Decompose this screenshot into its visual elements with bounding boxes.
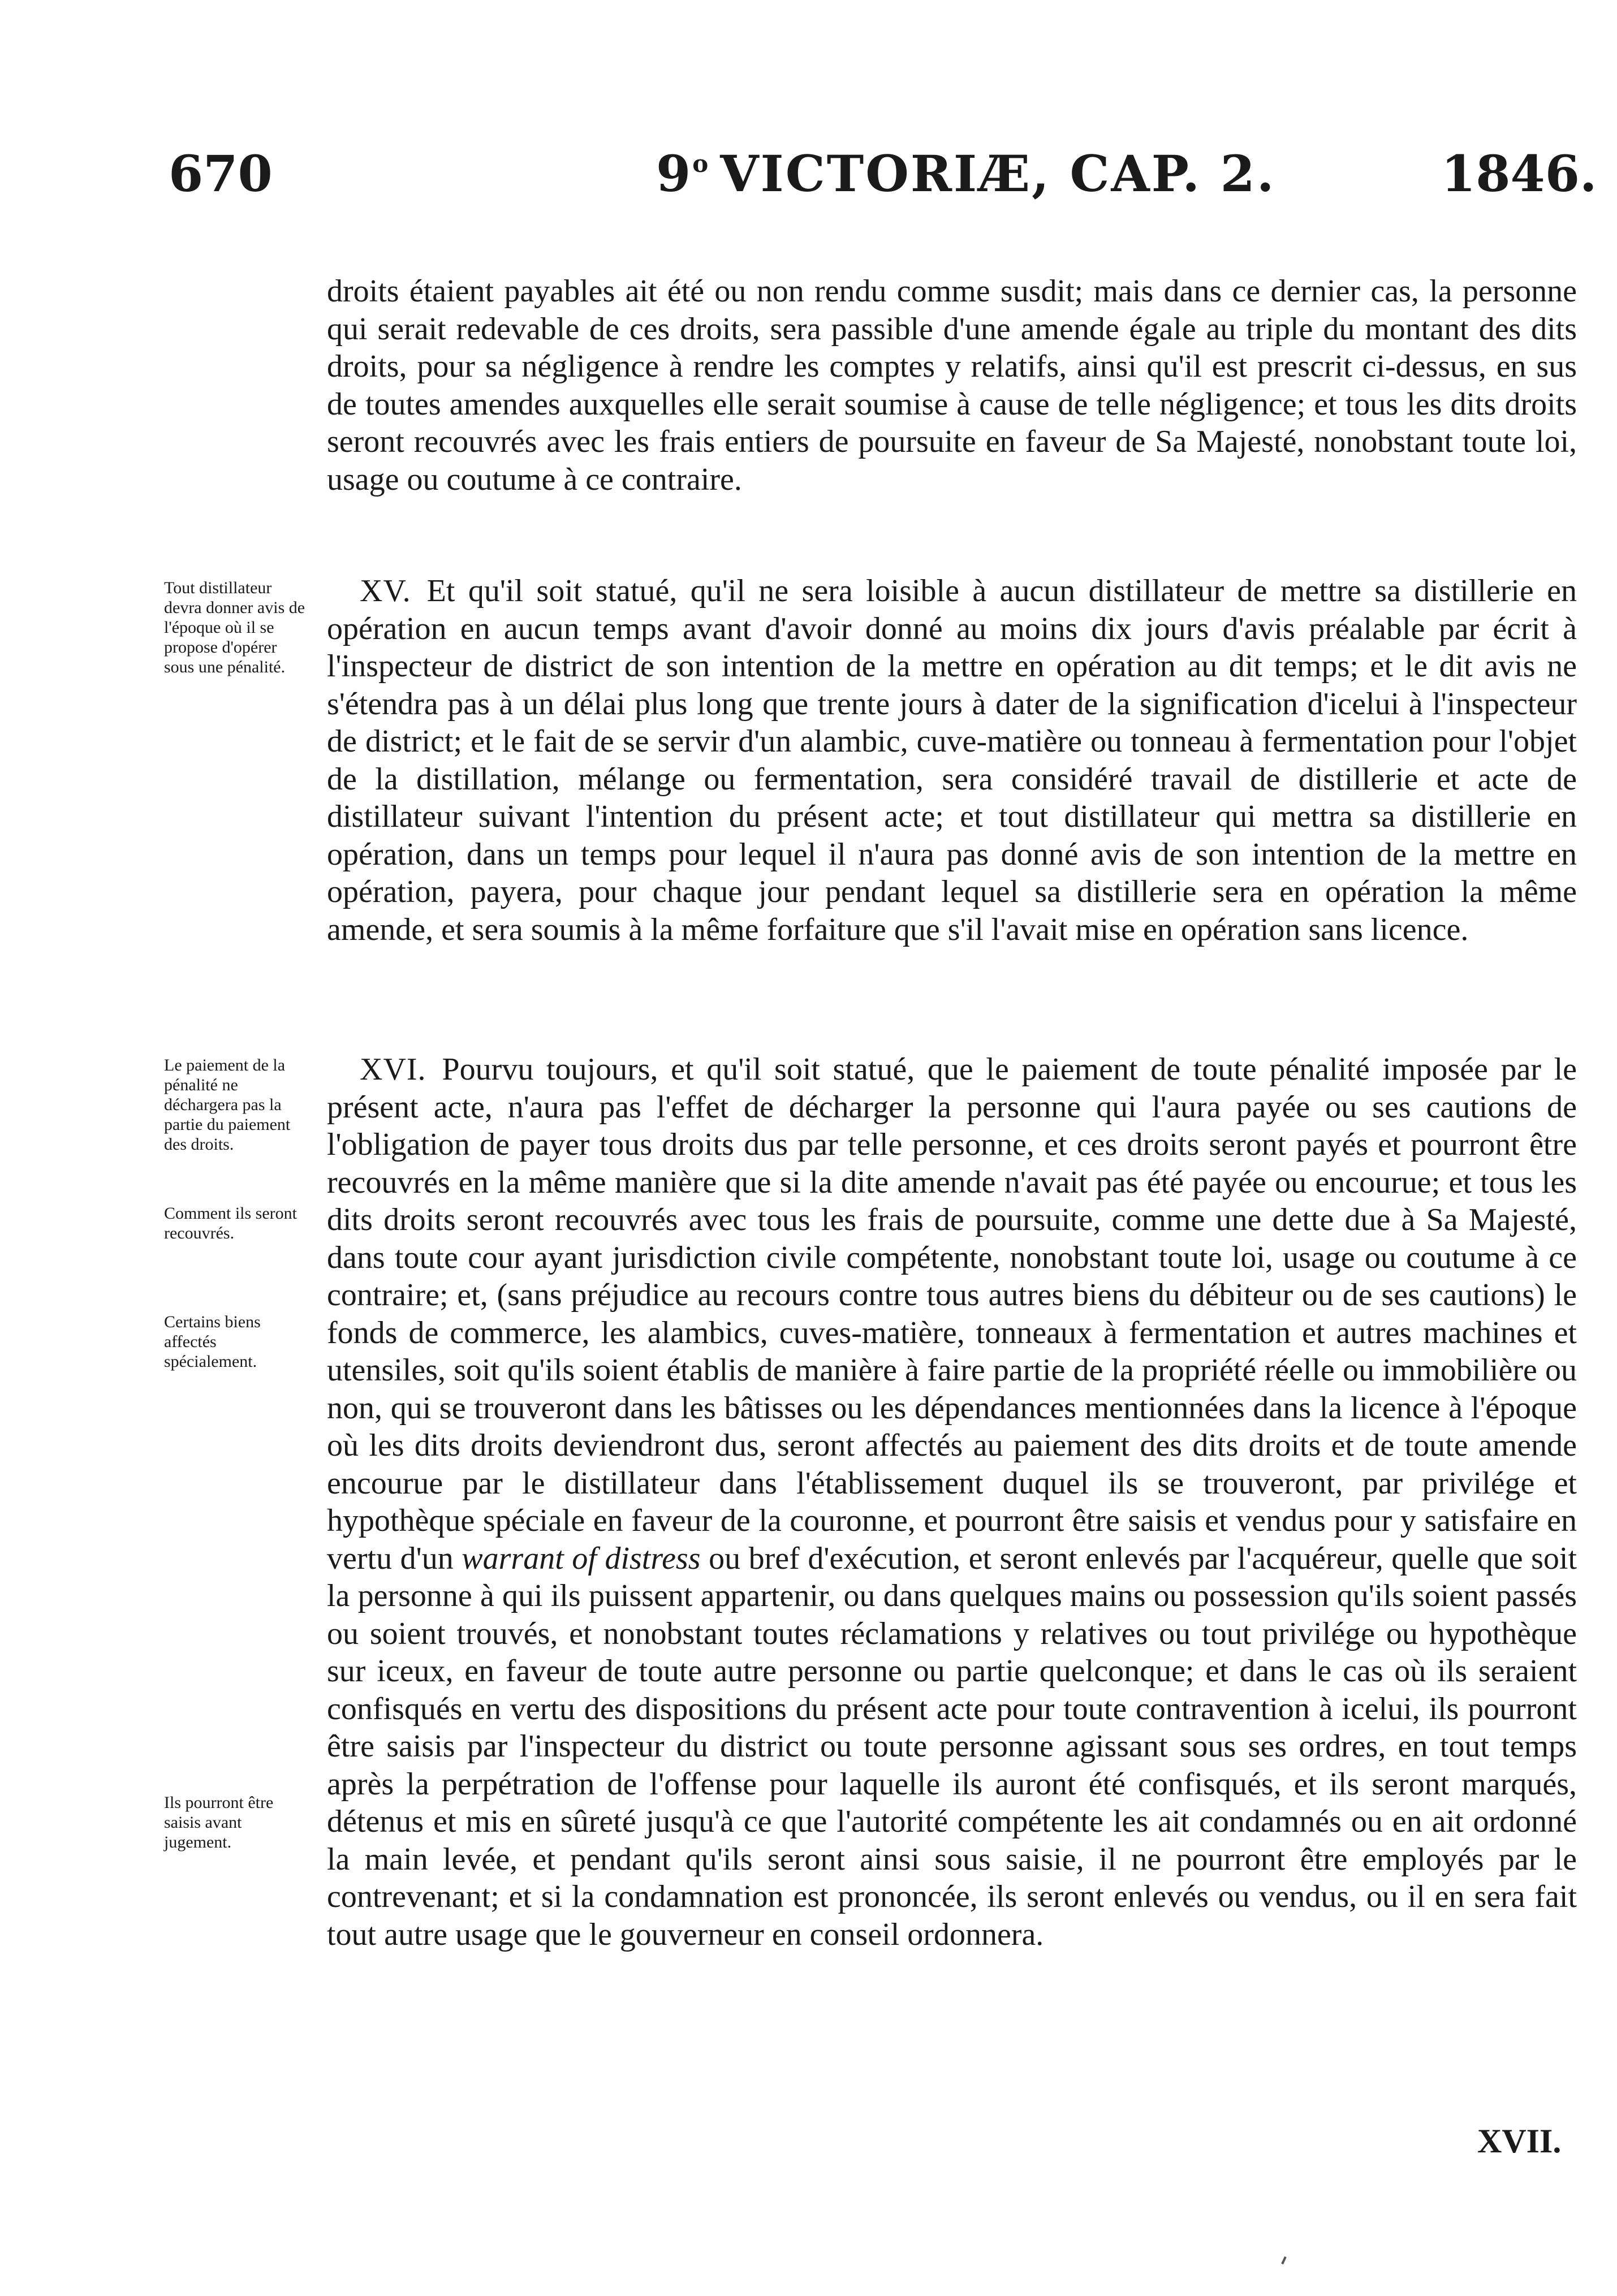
year: 1846. [1441,144,1597,203]
catchword: XVII. [1477,2122,1562,2160]
regnal-suffix: o [692,150,710,178]
marginal-note: Certains biens affectés spécialement. [164,1313,261,1371]
continuation-paragraph [327,273,1577,498]
section-xv [327,572,1577,948]
regnal-number: 9 [656,144,693,203]
section-xvi-paragraph [327,1051,1577,1953]
marginal-note: Le paiement de la pénalité ne déchargera pas la partie du paiement des droits. [164,1056,291,1154]
section-xvi [327,1051,1577,1953]
marginal-note: Ils pourront être saisis avant jugement. [164,1793,274,1852]
section-text: Et qu'il soit statué, qu'il ne sera loisible à aucun distillateur de mettre sa distillerie en opération en aucun temps avant d'avoir donné au moins dix jours d'avis préalable par écrit à l'inspecteur de district de son intention de la mettre en opération au dit temps; et le dit avis ne s'étendra pas à un délai plus long que trente jours à dater de la signification d'icelui à l'inspecteur de district; et le fait de se servir d'un alambic, cuve-matière ou tonneau à fermentation pour l'objet de la distillation, mélange ou fermentation, sera considéré travail de distillerie et acte de distillateur suivant l'intention du présent acte; et tout distillateur qui mettra sa distillerie en opération, dans un temps pour lequel il n'aura pas donné avis de son intention de la mettre en opération, payera, pour chaque jour pendant lequel sa distillerie sera en opération la même amende, et sera soumis à la même forfaiture que s'il l'avait mise en opération sans licence. [327,573,1577,947]
latin-phrase: warrant of distress [462,1540,701,1576]
section-number: XVI. [360,1052,426,1087]
ink-speck [1281,2256,1287,2264]
marginal-note: Comment ils seront recouvrés. [164,1204,297,1242]
continuation-text: droits étaient payables ait été ou non rendu comme susdit; mais dans ce dernier cas, la personne qui serait redevable de ces droits, sera passible d'une amende égale au triple du montant des dits droits, pour sa négligence à rendre les comptes y relatifs, ainsi qu'il est prescrit ci-dessus, en sus de toutes amendes auxquelles elle serait soumise à cause de telle négligence; et tous les dits droits seront recouvrés avec les frais entiers de poursuite en faveur de Sa Majesté, nonobstant toute loi, usage ou coutume à ce contraire. [327,274,1577,497]
section-number: XV. [360,573,411,608]
marginal-note: Tout distillateur devra donner avis de l'époque où il se propose d'opérer sous une pénalité. [164,579,305,676]
page-number: 670 [169,144,273,203]
running-head [0,144,1617,229]
title-text: VICTORIÆ, CAP. 2. [720,144,1276,203]
section-text: et dans le cas où ils seraient confisqués en vertu des dispositions du présent acte pour toute contravention à icelui, ils pourront être saisis par l'inspecteur du district ou toute personne agissant sous ses ordres, en tout temps après la perpétration de l'offense pour laquelle ils auront été confisqués, et ils seront marqués, détenus et mis en sûreté jusqu'à ce que l'autorité compétente les ait condamnés ou en ait ordonné la main levée, et pendant qu'ils seront ainsi sous saisie, il ne pourront être employés par le contrevenant; et si la condamnation est prononcée, ils seront enlevés ou vendus, ou il en sera fait tout autre usage que le gouverneur en conseil ordonnera. [327,1654,1577,1952]
section-xv-paragraph [327,572,1577,948]
chapter-title [656,144,1276,203]
section-text: ou bref d'exécution, et seront enlevés par l'acquéreur, quelle que soit la personne à qui ils puissent appartenir, ou dans quelques mains ou possession qu'ils soient passés ou soient trouvés, et nonobstant toutes réclamations y relatives ou tout privilége ou hypothèque sur iceux, en faveur de toute autre personne ou partie quelconque; [327,1540,1577,1689]
section-text: Pourvu toujours, et qu'il soit statué, que le paiement de toute pénalité imposée par le présent acte, n'aura pas l'effet de décharger la personne qui l'aura payée ou ses cautions de l'obligation de payer tous droits dus par telle personne, et ces droits seront payés et pourront être recouvrés en la même manière que si la dite amende n'avait pas été payée ou encourue; et tous les dits droits seront recouvrés avec tous les frais de poursuite, comme une dette due à Sa Majesté, dans toute cour ayant jurisdiction civile compétente, nonobstant toute loi, usage ou coutume à ce contraire; et, (sans préjudice au recours contre tous autres biens du débiteur ou de ses cautions) le fonds de commerce, les alambics, cuves-matière, tonneaux à fermentation et autres machines et utensiles, soit qu'ils soient établis de manière à faire partie de la propriété réelle ou immobilière ou non, qui se trouveront dans les bâtisses ou les dépendances mentionnées dans la licence à l'époque où les dits droits deviendront dus, seront affectés au paiement des dits droits et de toute amende encourue par le distillateur dans l'établissement duquel ils se trouveront, par privilége et hypothèque spéciale en faveur de la couronne, et pourront être saisis et vendus pour y satisfaire en vertu d'un [327,1052,1577,1576]
